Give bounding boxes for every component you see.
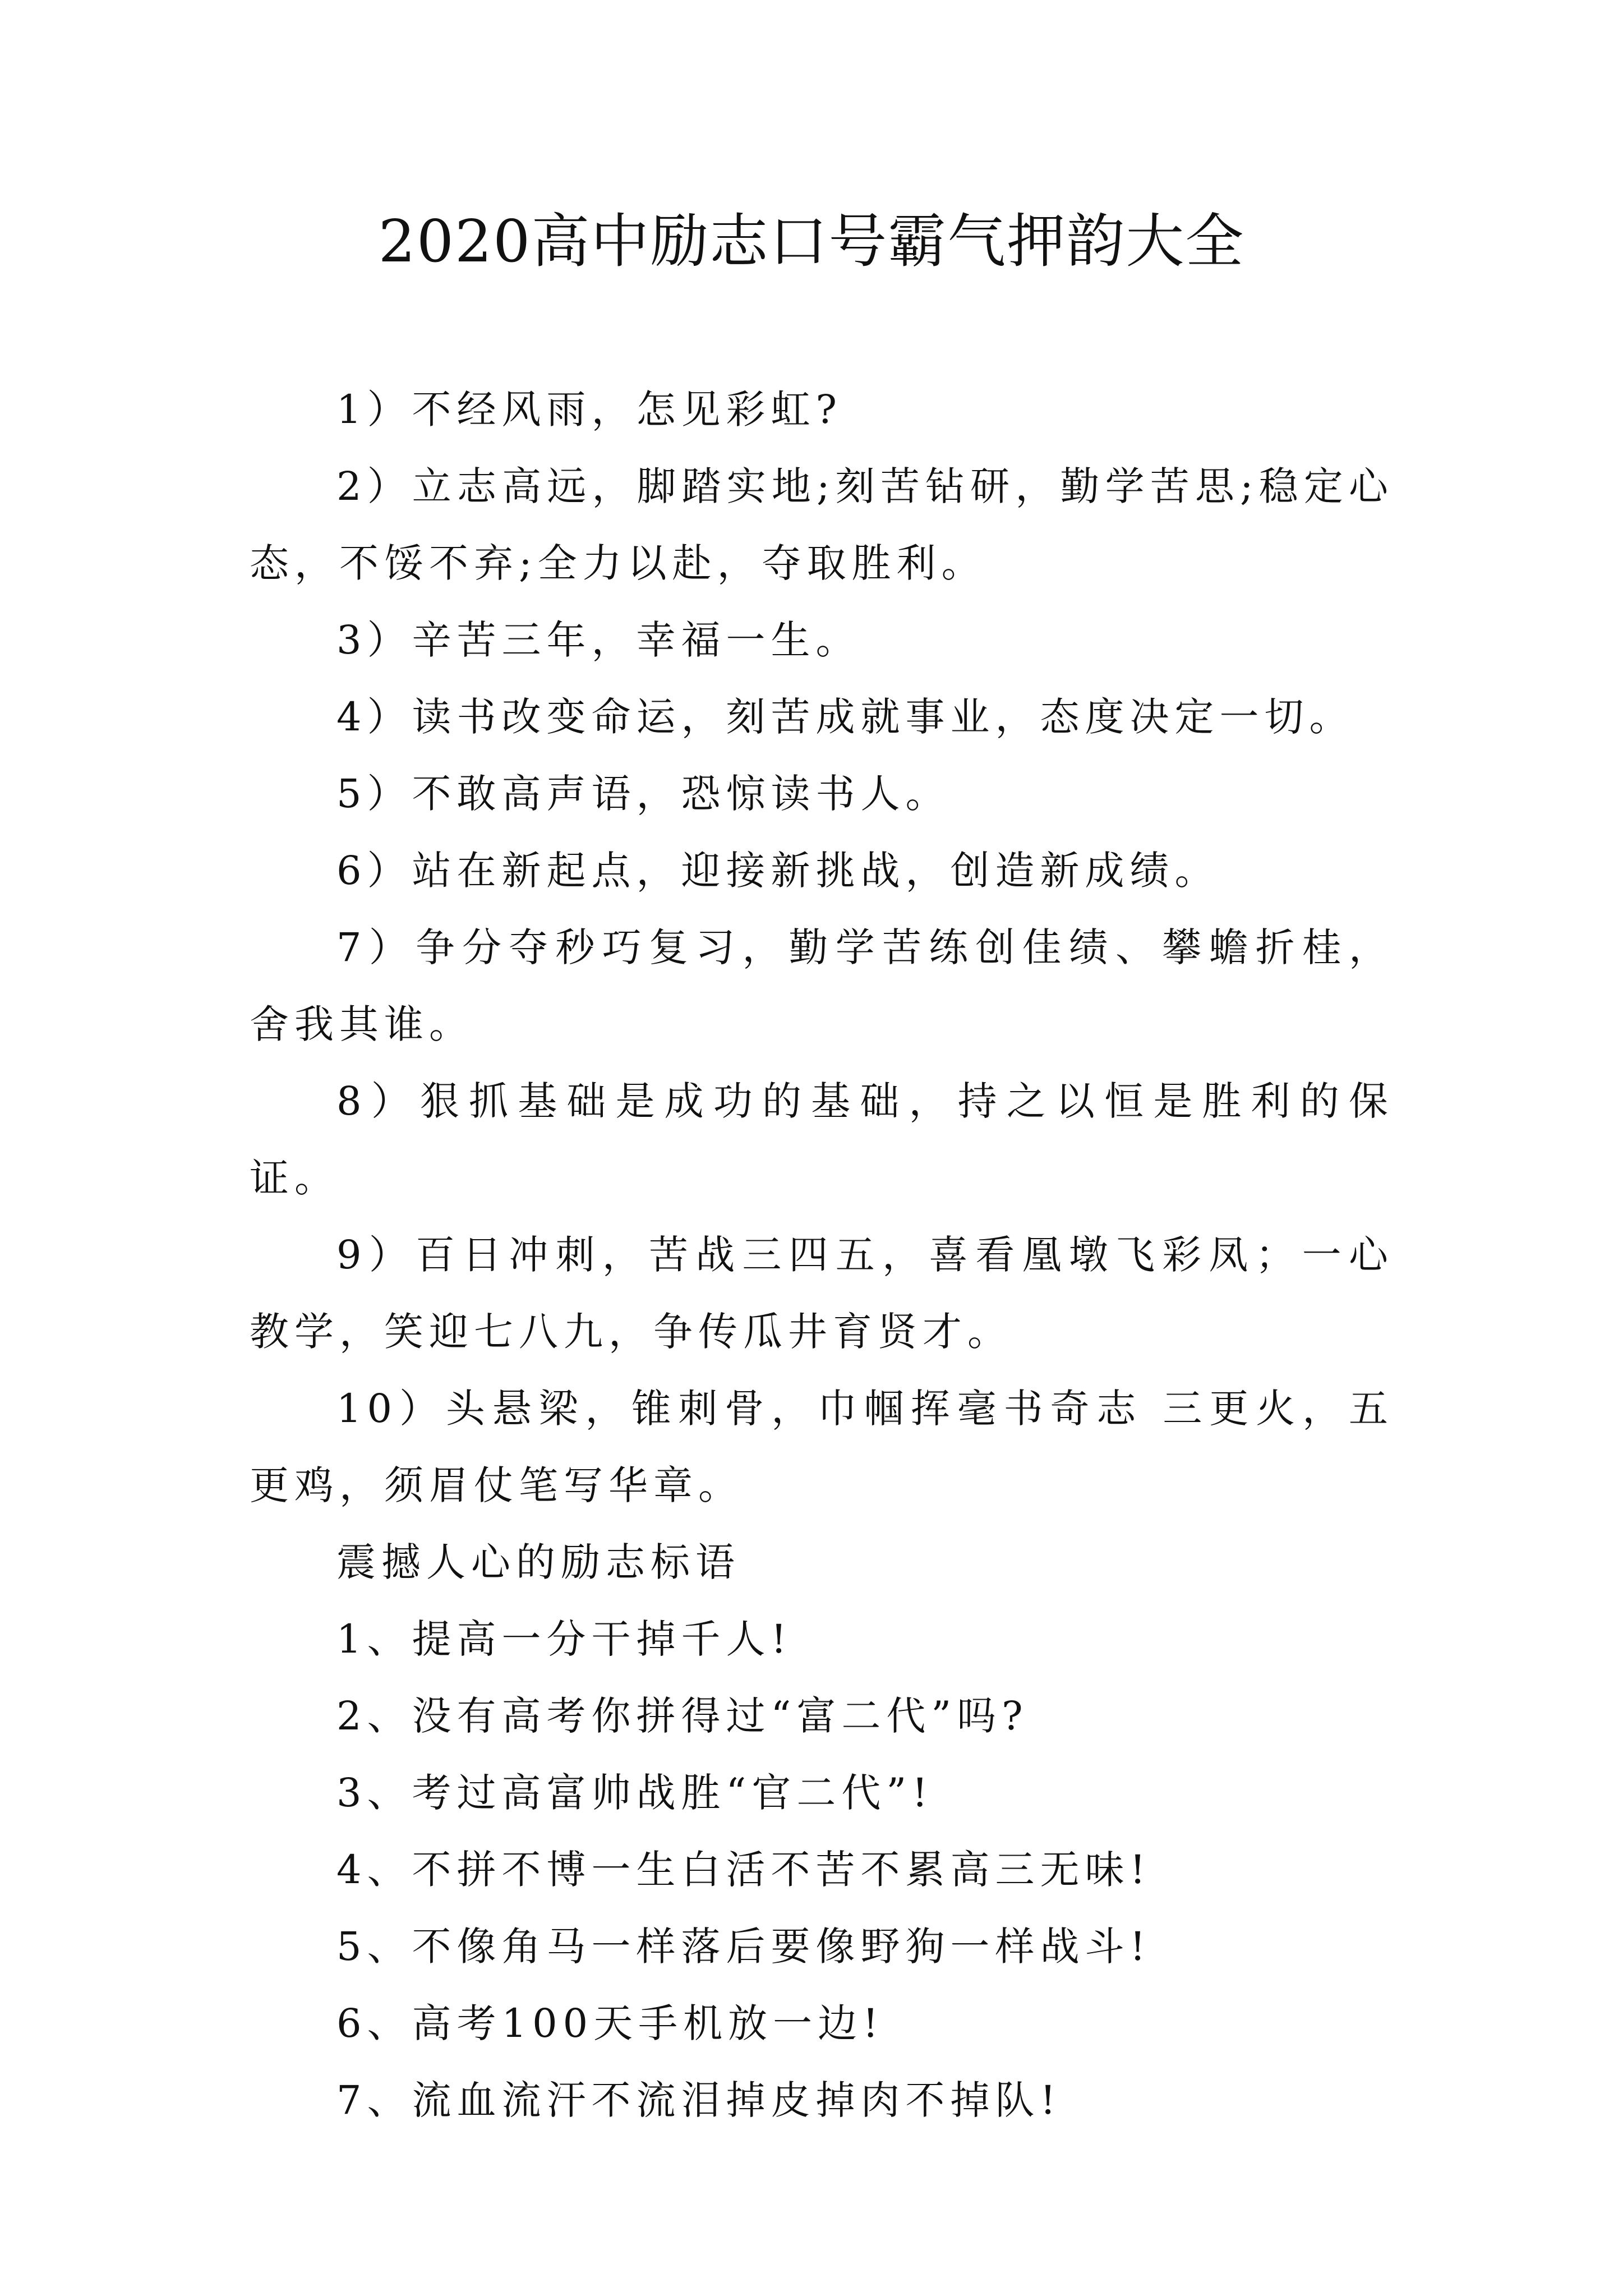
section-heading: 震撼人心的励志标语: [336, 1539, 740, 1585]
slogan-paragraph: 6、高考100天手机放一边!: [336, 2000, 884, 2046]
slogan-paragraph: 6）站在新起点，迎接新挑战，创造新成绩。: [336, 848, 1220, 894]
document-body: [250, 371, 1394, 2139]
slogan-paragraph: 2）立志高远，脚踏实地;刻苦钻研，勤学苦思;稳定心态，不馁不弃;全力以赴，夺取胜利。: [250, 463, 1394, 586]
slogan-paragraph: 5、不像角马一样落后要像野狗一样战斗!: [336, 1924, 1151, 1970]
slogan-paragraph: 1、提高一分干掉千人!: [336, 1616, 792, 1662]
slogan-paragraph: 10）头悬梁，锥刺骨，巾帼挥毫书奇志 三更火，五更鸡，须眉仗笔写华章。: [250, 1386, 1394, 1508]
document-title: 2020高中励志口号霸气押韵大全: [378, 207, 1245, 275]
slogan-paragraph: 8）狠抓基础是成功的基础，持之以恒是胜利的保证。: [250, 1078, 1394, 1201]
slogan-paragraph: 2、没有高考你拼得过“富二代”吗?: [336, 1693, 1029, 1739]
slogan-paragraph: 9）百日冲刺，苦战三四五，喜看凰墩飞彩凤；一心教学，笑迎七八九，争传瓜井育贤才。: [250, 1232, 1394, 1355]
slogan-paragraph: 7、流血流汗不流泪掉皮掉肉不掉队!: [336, 2077, 1062, 2123]
slogan-paragraph: 4、不拼不博一生白活不苦不累高三无味!: [336, 1847, 1151, 1893]
slogan-paragraph: 3）辛苦三年，幸福一生。: [336, 617, 861, 663]
slogan-paragraph: 5）不敢高声语，恐惊读书人。: [336, 771, 951, 817]
slogan-paragraph: 1）不经风雨，怎见彩虹?: [336, 386, 843, 432]
slogan-paragraph: 4）读书改变命运，刻苦成就事业，态度决定一切。: [336, 694, 1354, 740]
slogan-paragraph: 7）争分夺秒巧复习，勤学苦练创佳绩、攀蟾折桂，舍我其谁。: [250, 924, 1394, 1047]
slogan-paragraph: 3、考过高富帅战胜“官二代”!: [336, 1770, 934, 1816]
